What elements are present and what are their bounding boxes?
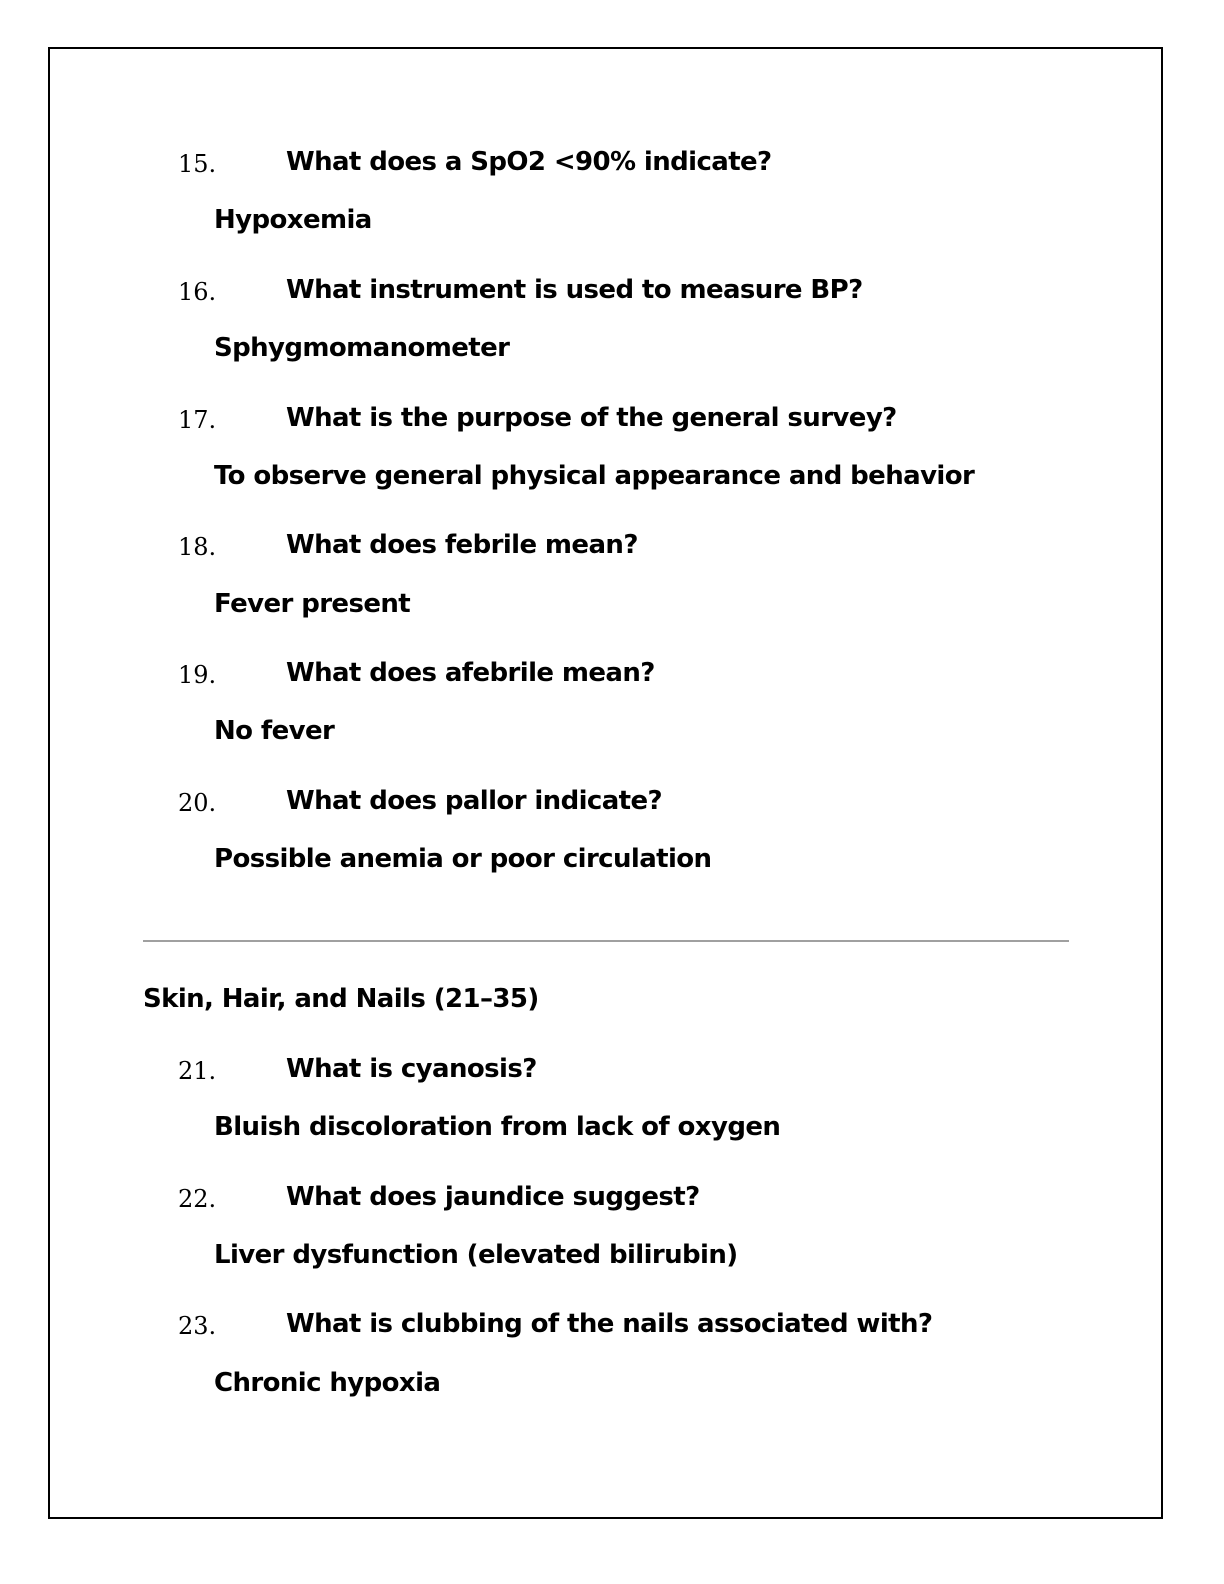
question-text: What is cyanosis? xyxy=(286,1054,537,1084)
question-number: 23. xyxy=(178,1312,217,1340)
answer-text: Chronic hypoxia xyxy=(214,1368,441,1398)
answer-text: To observe general physical appearance and behavior xyxy=(214,461,975,491)
question-number: 15. xyxy=(178,150,217,178)
question-number: 17. xyxy=(178,406,217,434)
question-text: What instrument is used to measure BP? xyxy=(286,275,863,305)
section-divider xyxy=(143,940,1069,942)
question-number: 18. xyxy=(178,533,217,561)
question-number: 16. xyxy=(178,278,217,306)
answer-text: Possible anemia or poor circulation xyxy=(214,844,712,874)
section-heading: Skin, Hair, and Nails (21–35) xyxy=(143,984,539,1014)
question-text: What does pallor indicate? xyxy=(286,786,663,816)
question-number: 19. xyxy=(178,661,217,689)
answer-text: Hypoxemia xyxy=(214,205,372,235)
answer-text: Liver dysfunction (elevated bilirubin) xyxy=(214,1240,738,1270)
question-text: What does jaundice suggest? xyxy=(286,1182,700,1212)
question-text: What is the purpose of the general survey? xyxy=(286,403,897,433)
answer-text: Bluish discoloration from lack of oxygen xyxy=(214,1112,781,1142)
question-text: What does febrile mean? xyxy=(286,530,638,560)
answer-text: Fever present xyxy=(214,589,411,619)
answer-text: No fever xyxy=(214,716,335,746)
answer-text: Sphygmomanometer xyxy=(214,333,510,363)
question-number: 20. xyxy=(178,789,217,817)
question-text: What does a SpO2 <90% indicate? xyxy=(286,147,772,177)
question-text: What is clubbing of the nails associated with? xyxy=(286,1309,933,1339)
question-number: 21. xyxy=(178,1057,217,1085)
question-number: 22. xyxy=(178,1185,217,1213)
question-text: What does afebrile mean? xyxy=(286,658,655,688)
page-border xyxy=(48,47,1163,1519)
